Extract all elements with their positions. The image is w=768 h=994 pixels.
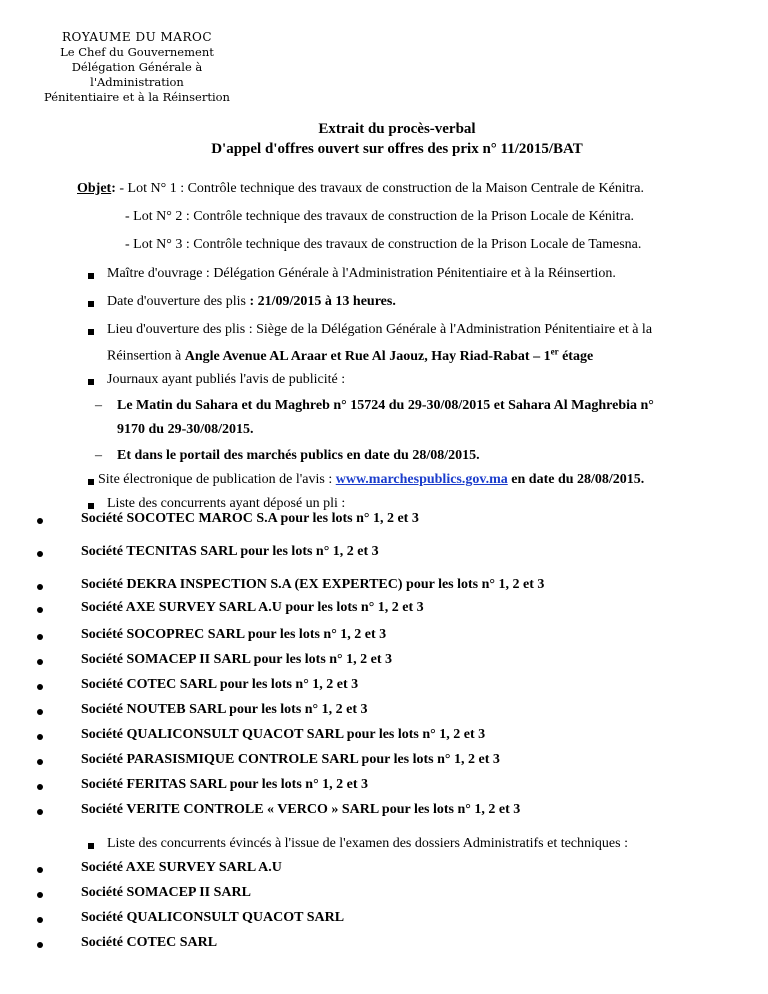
list-item: Société COTEC SARL pour les lots n° 1, 2 et 3 (81, 677, 359, 692)
round-bullet (37, 892, 43, 898)
liste-evinces-label: Liste des concurrents évincés à l'issue de l'examen des dossiers Administratifs et techniques : (107, 836, 628, 851)
list-item: Société TECNITAS SARL pour les lots n° 1, 2 et 3 (81, 544, 379, 559)
objet-line: Objet: - Lot N° 1 : Contrôle technique des travaux de construction de la Maison Centrale de Kénitra. (77, 181, 645, 196)
objet-lot-1: - Lot N° 1 : Contrôle technique des travaux de construction de la Maison Centrale de Kénitra. (119, 181, 645, 196)
round-bullet (37, 709, 43, 715)
liste-concurrents-label: Liste des concurrents ayant déposé un pli : (107, 496, 346, 511)
evince-item: Société QUALICONSULT QUACOT SARL (81, 910, 345, 925)
list-item: Société NOUTEB SARL pour les lots n° 1, 2 et 3 (81, 702, 368, 717)
lieu-address: Angle Avenue AL Araar et Rue Al Jaouz, Hay Riad-Rabat – 1 (184, 348, 551, 364)
site-link[interactable]: www.marchespublics.gov.ma (335, 472, 508, 487)
journal-1-line-1: Le Matin du Sahara et du Maghreb n° 15724 du 29-30/08/2015 et Sahara Al Maghrebia n° (117, 398, 654, 413)
lieu-sup: er (550, 346, 559, 356)
square-bullet (88, 379, 94, 385)
round-bullet (37, 634, 43, 640)
site-publication (98, 472, 644, 488)
square-bullet (88, 273, 94, 279)
dash-bullet: – (95, 448, 102, 463)
title-line-1: Extrait du procès-verbal (318, 121, 476, 137)
list-item: Société SOCOPREC SARL pour les lots n° 1, 2 et 3 (81, 627, 387, 642)
header-chief: Le Chef du Gouvernement (60, 45, 214, 59)
lieu-ouverture-1: Lieu d'ouverture des plis : Siège de la Délégation Générale à l'Administration Pénitentiaire et à la (107, 322, 653, 337)
objet-lot-2: - Lot N° 2 : Contrôle technique des travaux de construction de la Prison Locale de Kénitra. (125, 209, 635, 224)
date-value: : 21/09/2015 à 13 heures. (249, 294, 396, 309)
round-bullet (37, 759, 43, 765)
list-item: Société SOMACEP II SARL pour les lots n° 1, 2 et 3 (81, 652, 393, 667)
round-bullet (37, 809, 43, 815)
dash-bullet: – (95, 398, 102, 413)
round-bullet (37, 518, 43, 524)
list-item: Société VERITE CONTROLE « VERCO » SARL pour les lots n° 1, 2 et 3 (81, 802, 521, 817)
site-date: en date du 28/08/2015. (507, 472, 645, 487)
lieu-prefix: Réinsertion à (107, 348, 185, 364)
evince-item: Société AXE SURVEY SARL A.U (81, 860, 282, 875)
round-bullet (37, 942, 43, 948)
maitre-ouvrage: Maître d'ouvrage : Délégation Générale à l'Administration Pénitentiaire et à la Réinsertion. (107, 266, 616, 281)
round-bullet (37, 784, 43, 790)
round-bullet (37, 867, 43, 873)
evince-item: Société COTEC SARL (81, 935, 218, 950)
evince-item: Société SOMACEP II SARL (81, 885, 251, 900)
institution-header (28, 30, 246, 105)
header-delegation-cont: Pénitentiaire et à la Réinsertion (44, 90, 230, 104)
lieu-ouverture-2 (107, 346, 593, 365)
objet-label: Objet (77, 181, 112, 196)
round-bullet (37, 659, 43, 665)
journal-2: Et dans le portail des marchés publics en date du 28/08/2015. (117, 448, 480, 463)
title-line-2: D'appel d'offres ouvert sur offres des prix n° 11/2015/BAT (211, 141, 583, 157)
square-bullet (88, 329, 94, 335)
round-bullet (37, 551, 43, 557)
round-bullet (37, 917, 43, 923)
date-ouverture (107, 294, 396, 310)
journaux-label: Journaux ayant publiés l'avis de publicité : (107, 372, 346, 387)
document-title (0, 119, 768, 159)
objet-lot-3: - Lot N° 3 : Contrôle technique des travaux de construction de la Prison Locale de Tamesna. (125, 237, 642, 252)
square-bullet (88, 301, 94, 307)
list-item: Société FERITAS SARL pour les lots n° 1, 2 et 3 (81, 777, 369, 792)
date-label: Date d'ouverture des plis (107, 294, 250, 309)
list-item: Société AXE SURVEY SARL A.U pour les lots n° 1, 2 et 3 (81, 600, 424, 615)
round-bullet (37, 734, 43, 740)
square-bullet (88, 843, 94, 849)
list-item: Société PARASISMIQUE CONTROLE SARL pour les lots n° 1, 2 et 3 (81, 752, 500, 767)
round-bullet (37, 584, 43, 590)
square-bullet (88, 503, 94, 509)
header-delegation: Délégation Générale à l'Administration (71, 60, 203, 89)
header-kingdom: ROYAUME DU MAROC (61, 30, 213, 44)
journal-1-line-2: 9170 du 29-30/08/2015. (117, 422, 254, 437)
list-item: Société QUALICONSULT QUACOT SARL pour les lots n° 1, 2 et 3 (81, 727, 486, 742)
site-label: Site électronique de publication de l'avis : (98, 472, 336, 487)
square-bullet (88, 479, 94, 485)
lieu-end: étage (558, 348, 594, 364)
list-item: Société SOCOTEC MAROC S.A pour les lots n° 1, 2 et 3 (81, 511, 419, 526)
list-item: Société DEKRA INSPECTION S.A (EX EXPERTEC) pour les lots n° 1, 2 et 3 (81, 577, 545, 592)
round-bullet (37, 607, 43, 613)
round-bullet (37, 684, 43, 690)
